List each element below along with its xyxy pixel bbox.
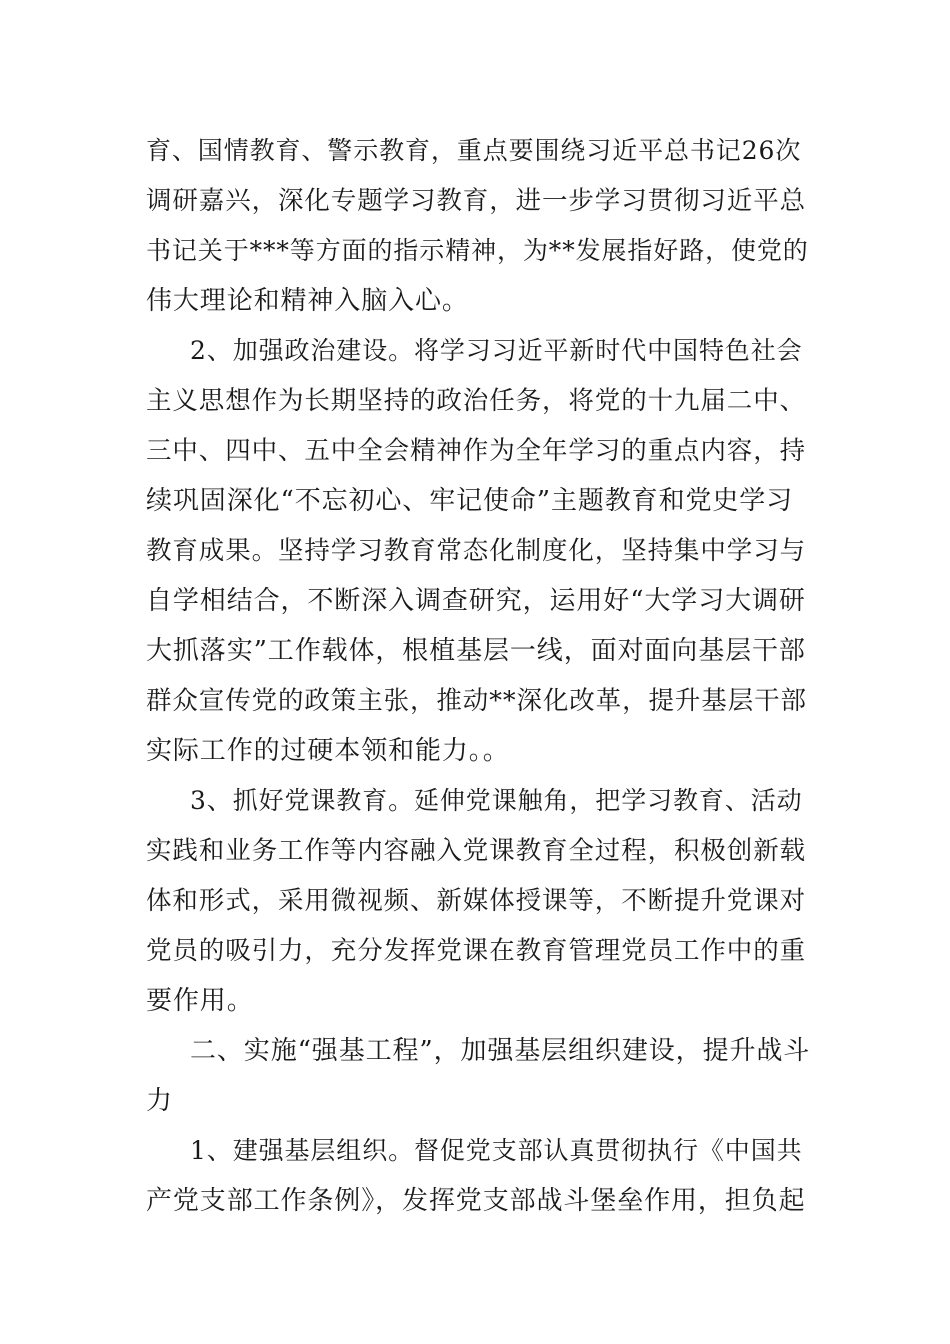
section-heading-continuation: 力 (146, 1086, 173, 1116)
text-line: 书记关于***等方面的指示精神，为**发展指好路，使党的 (146, 236, 809, 265)
text-line: 2、加强政治建设。将学习习近平新时代中国特色社会 (190, 336, 803, 365)
text-line: 要作用。 (146, 986, 254, 1016)
text-line: 教育成果。坚持学习教育常态化制度化，坚持集中学习与 (146, 536, 807, 566)
text-line: 实践和业务工作等内容融入党课教育全过程，积极创新载 (146, 836, 807, 866)
text-line: 调研嘉兴，深化专题学习教育，进一步学习贯彻习近平总 (146, 186, 807, 216)
text-line: 续巩固深化“不忘初心、牢记使命”主题教育和党史学习 (146, 486, 794, 516)
text-line: 1、建强基层组织。督促党支部认真贯彻执行《中国共 (190, 1136, 803, 1165)
text-line: 党员的吸引力，充分发挥党课在教育管理党员工作中的重 (146, 936, 807, 966)
section-heading: 二、实施“强基工程”，加强基层组织建设，提升战斗 (190, 1036, 811, 1066)
text-line: 大抓落实”工作载体，根植基层一线，面对面向基层干部 (146, 636, 806, 666)
text-line: 三中、四中、五中全会精神作为全年学习的重点内容，持 (146, 436, 807, 466)
text-line: 3、抓好党课教育。延伸党课触角，把学习教育、活动 (190, 786, 803, 815)
text-line: 实际工作的过硬本领和能力。。 (146, 736, 510, 766)
text-line: 伟大理论和精神入脑入心。 (146, 286, 469, 316)
text-line: 群众宣传党的政策主张，推动**深化改革，提升基层干部 (146, 686, 807, 716)
text-line: 产党支部工作条例》，发挥党支部战斗堡垒作用，担负起 (146, 1186, 806, 1216)
text-line: 体和形式，采用微视频、新媒体授课等，不断提升党课对 (146, 886, 807, 916)
text-line: 自学相结合，不断深入调查研究，运用好“大学习大调研 (146, 586, 806, 616)
text-line: 主义思想作为长期坚持的政治任务，将党的十九届二中、 (146, 386, 807, 416)
text-line: 育、国情教育、警示教育，重点要围绕习近平总书记26次 (146, 136, 802, 165)
